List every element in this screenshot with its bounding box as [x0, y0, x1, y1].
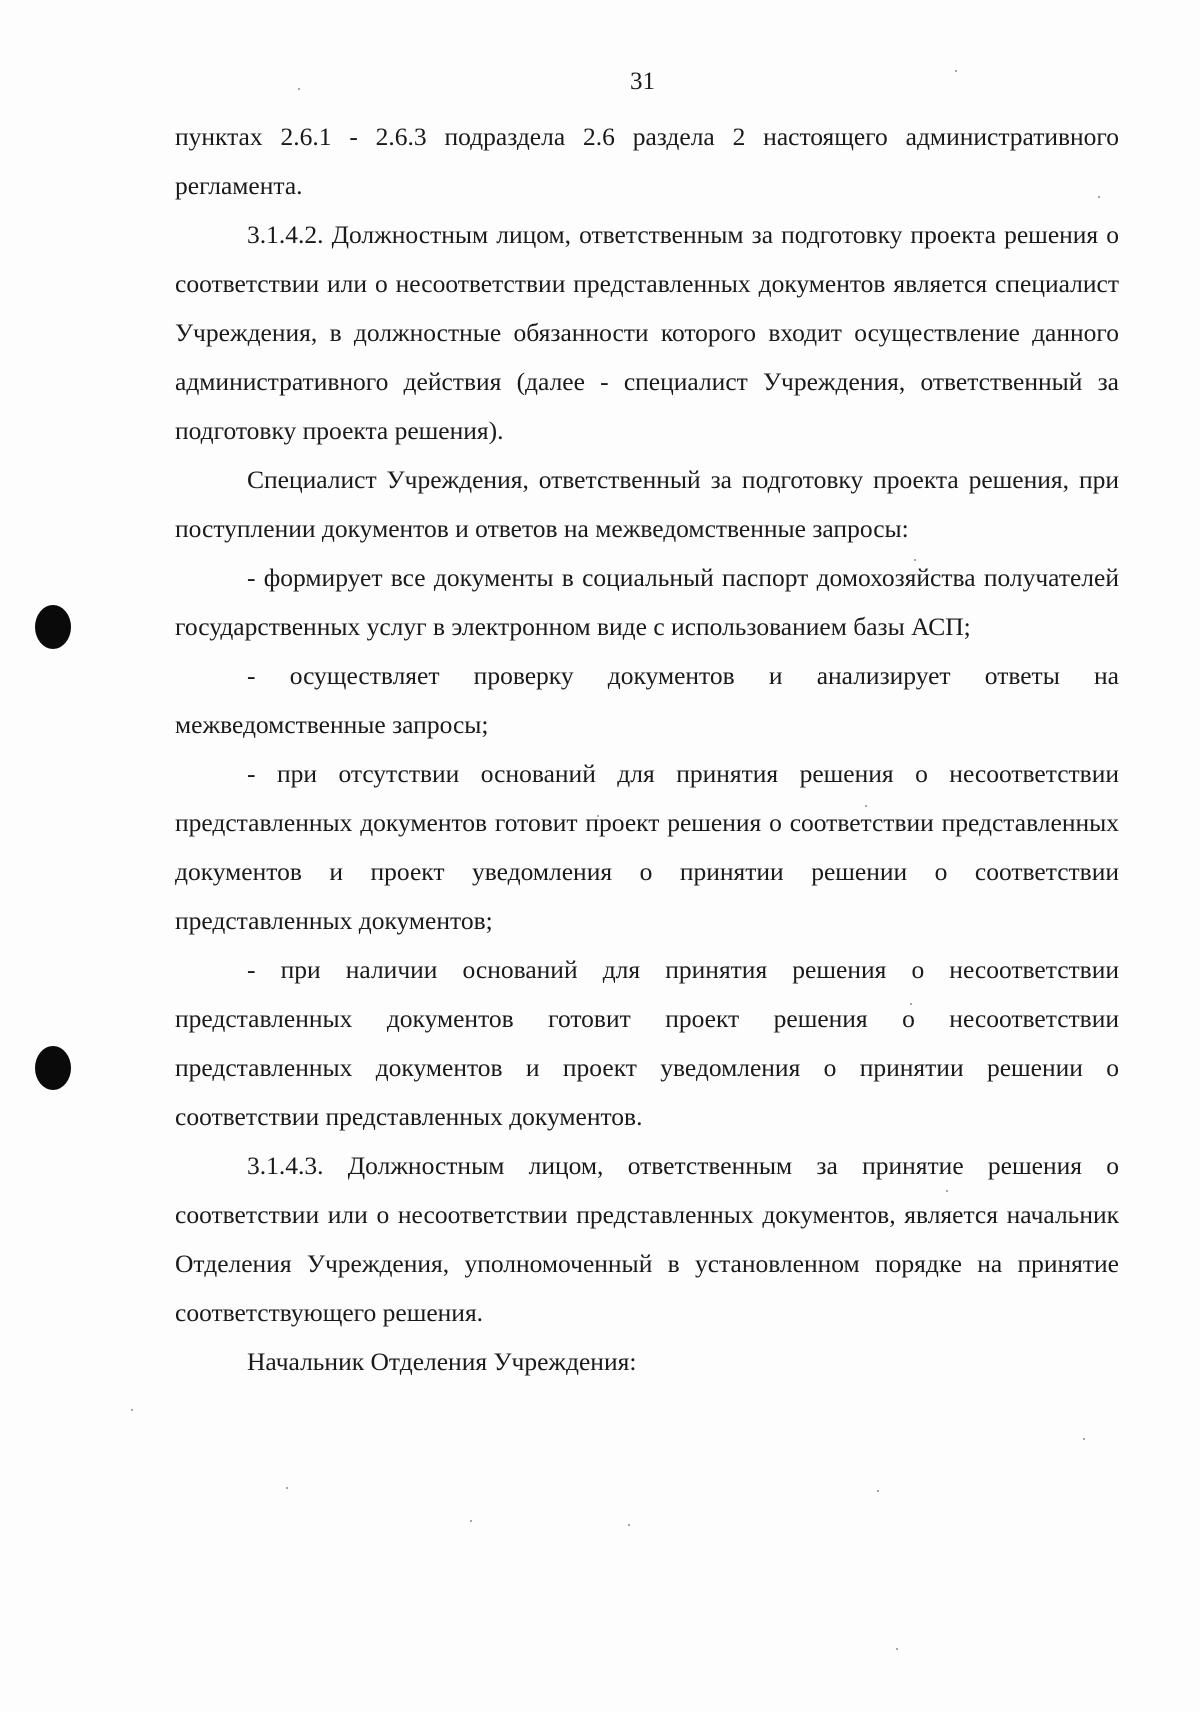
list-item-no-grounds: - при отсутствии оснований для принятия решения о несоответствии представленных документов готовит проект решения о соответствии представленных документов и проект уведомления о принятии решении о соответствии представленных документов;	[175, 759, 1119, 935]
paragraph-3-1-4-2: 3.1.4.2. Должностным лицом, ответственным за подготовку проекта решения о соответствии или о несоответствии представленных документов является специалист Учреждения, в должностные обязанности которого входит осуществление данного административного действия (далее - специалист Учреждения, ответственный за подготовку проекта решения).	[175, 220, 1119, 445]
scan-speck	[470, 1520, 472, 1522]
list-item-form-documents: - формирует все документы в социальный паспорт домохозяйства получателей государственных услуг в электронном виде с использованием базы АСП;	[175, 563, 1119, 641]
punch-hole	[35, 1046, 71, 1090]
scan-speck	[1083, 1438, 1085, 1440]
document-body	[175, 112, 1119, 1386]
scan-speck	[286, 1487, 288, 1489]
scan-speck	[628, 1524, 630, 1526]
list-item-check-documents: - осуществляет проверку документов и анализирует ответы на межведомственные запросы;	[175, 661, 1119, 739]
paragraph-3-1-4-3: 3.1.4.3. Должностным лицом, ответственным за принятие решения о соответствии или о несоответствии представленных документов, является начальник Отделения Учреждения, уполномоченный в установленном порядке на принятие соответствующего решения.	[175, 1151, 1119, 1327]
scan-speck	[877, 1490, 879, 1492]
paragraph-head-of-department: Начальник Отделения Учреждения:	[247, 1347, 637, 1376]
scan-speck	[131, 1409, 133, 1411]
paragraph-specialist-duties: Специалист Учреждения, ответственный за подготовку проекта решения, при поступлении документов и ответов на межведомственные запросы:	[175, 465, 1119, 543]
page-number: 31	[630, 68, 655, 95]
paragraph-continuation: пунктах 2.6.1 - 2.6.3 подраздела 2.6 раздела 2 настоящего административного регламента.	[175, 122, 1119, 200]
list-item-has-grounds: - при наличии оснований для принятия решения о несоответствии представленных документов готовит проект решения о несоответствии представленных документов и проект уведомления о принятии решении о соответствии представленных документов.	[175, 955, 1119, 1131]
punch-hole	[35, 605, 71, 649]
scan-speck	[896, 1648, 898, 1650]
